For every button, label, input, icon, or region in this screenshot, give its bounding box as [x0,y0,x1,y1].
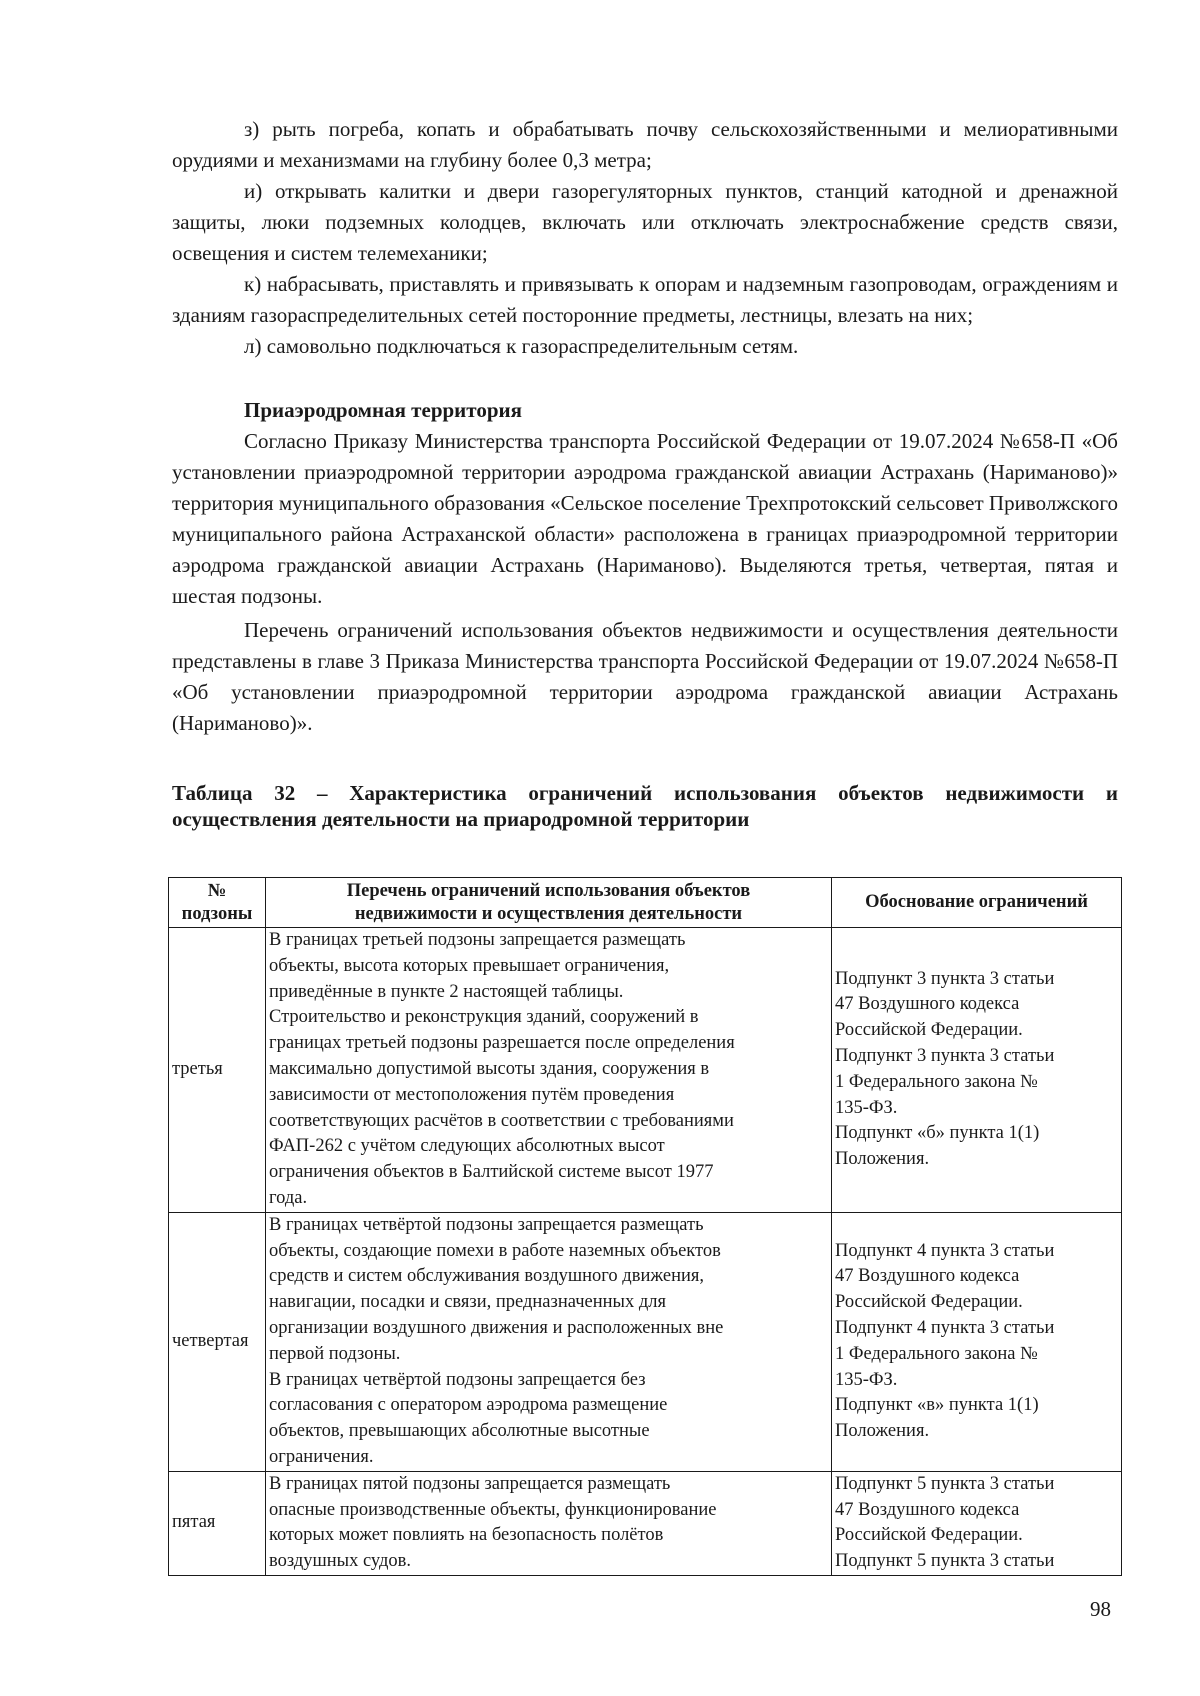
section-paragraph-1: Согласно Приказу Министерства транспорта Российской Федерации от 19.07.2024 №658-П «Об установлении приаэродромной территории аэродрома гражданской авиации Астрахань (Нариманово)» территория муниципального образования «Сельское поселение Трехпротокский сельсовет Приволжского муниципального района Астраханской области» расположена в границах приаэродромной территории аэродрома гражданской авиации Астрахань (Нариманово). Выделяются третья, четвертая, пятая и шестая подзоны. [172,429,1118,608]
header-restrictions: Перечень ограничений использования объектов недвижимости и осуществления деятельности [266,878,832,928]
table-row [169,928,1122,1213]
basis-line: Подпункт «в» пункта 1(1) [835,1395,1039,1416]
table-caption-line-2: осуществления деятельности на приародромной территории [172,807,750,831]
restriction-line: зависимости от местоположения путём проведения [269,1084,675,1105]
restriction-line: В границах третьей подзоны запрещается размещать [269,930,686,950]
zone-cell: пятая [169,1471,266,1575]
spacer [172,739,1118,780]
restriction-line: объекты, создающие помехи в работе наземных объектов [269,1240,721,1261]
zone-cell: третья [169,928,266,1213]
basis-line: Российской Федерации. [835,1020,1023,1041]
header-zone-number: № подзоны [169,878,266,928]
paragraph-k: к) набрасывать, приставлять и привязывать к опорам и надземным газопроводам, ограждениям и зданиям газораспределительных сетей посторонние предметы, лестницы, влезать на них; [172,272,1118,327]
restriction-line: приведённые в пункте 2 настоящей таблицы. [269,981,624,1002]
table-caption-line-1: Таблица 32 – Характеристика ограничений использования объектов недвижимости и [172,781,1118,805]
basis-line: Российской Федерации. [835,1292,1023,1313]
basis-line: Российской Федерации. [835,1525,1023,1546]
basis-cell [832,1471,1122,1575]
restriction-line: ограничения объектов в Балтийской системе высот 1977 [269,1162,714,1183]
basis-line: Положения. [835,1149,930,1170]
restriction-line: навигации, посадки и связи, предназначенных для [269,1292,666,1313]
basis-line: 135-ФЗ. [835,1097,898,1118]
restriction-line: ограничения. [269,1446,374,1467]
section-heading: Приаэродромная территория [244,398,522,422]
basis-line: Подпункт «б» пункта 1(1) [835,1123,1040,1144]
basis-line: Подпункт 5 пункта 3 статьи [835,1551,1055,1572]
paragraph-i: и) открывать калитки и двери газорегуляторных пунктов, станций катодной и дренажной защиты, люки подземных колодцев, включать или отключать электроснабжение средств связи, освещения и систем телемеханики; [172,179,1118,265]
section-paragraph-2: Перечень ограничений использования объектов недвижимости и осуществления деятельности представлены в главе 3 Приказа Министерства транспорта Российской Федерации от 19.07.2024 №658-П «Об установлении приаэродромной территории аэродрома гражданской авиации Астрахань (Нариманово)». [172,618,1118,735]
restriction-line: максимально допустимой высоты здания, сооружения в [269,1058,710,1079]
restriction-line: Строительство и реконструкция зданий, сооружений в [269,1007,699,1028]
header-basis: Обоснование ограничений [832,878,1122,928]
document-page [172,114,1118,832]
table-caption [172,780,1118,832]
restriction-line: ФАП-262 с учётом следующих абсолютных высот [269,1136,665,1157]
basis-line: Подпункт 3 пункта 3 статьи [835,1046,1055,1067]
basis-line: Положения. [835,1421,930,1442]
restriction-line: объекты, высота которых превышает ограничения, [269,955,670,976]
restriction-line: средств и систем обслуживания воздушного движения, [269,1266,705,1287]
restriction-line: воздушных судов. [269,1551,412,1572]
basis-line: Подпункт 4 пункта 3 статьи [835,1240,1055,1261]
basis-cell [832,1212,1122,1471]
basis-line: 1 Федерального закона № [835,1343,1038,1364]
basis-line: 135-ФЗ. [835,1369,898,1390]
paragraph-z: з) рыть погреба, копать и обрабатывать почву сельскохозяйственными и мелиоративными орудиями и механизмами на глубину более 0,3 метра; [172,117,1118,172]
paragraph-l: л) самовольно подключаться к газораспределительным сетям. [244,334,799,358]
restriction-line: года. [269,1187,308,1208]
basis-cell [832,928,1122,1213]
restrictions-cell [266,1212,832,1471]
restriction-line: согласования с оператором аэродрома размещение [269,1395,668,1416]
restrictions-cell [266,928,832,1213]
restriction-line: В границах пятой подзоны запрещается размещать [269,1473,671,1494]
restriction-line: первой подзоны. [269,1343,401,1364]
table-row [169,1471,1122,1575]
restrictions-table [168,877,1122,1576]
restriction-line: В границах четвёртой подзоны запрещается без [269,1369,646,1390]
table-header-row [169,878,1122,928]
basis-line: Подпункт 4 пункта 3 статьи [835,1317,1055,1338]
table-row [169,1212,1122,1471]
basis-line: 1 Федерального закона № [835,1071,1038,1092]
restriction-line: В границах четвёртой подзоны запрещается размещать [269,1214,704,1235]
restriction-line: организации воздушного движения и расположенных вне [269,1317,724,1338]
restriction-line: объектов, превышающих абсолютные высотные [269,1421,650,1442]
zone-cell: четвертая [169,1212,266,1471]
spacer [172,362,1118,395]
basis-line: 47 Воздушного кодекса [835,1266,1020,1287]
restriction-line: границах третьей подзоны разрешается после определения [269,1033,735,1054]
basis-line: Подпункт 5 пункта 3 статьи [835,1473,1055,1494]
basis-line: 47 Воздушного кодекса [835,994,1020,1015]
restriction-line: которых может повлиять на безопасность полётов [269,1525,664,1546]
basis-line: Подпункт 3 пункта 3 статьи [835,968,1055,989]
restriction-line: опасные производственные объекты, функционирование [269,1499,717,1520]
page-number: 98 [1090,1597,1111,1621]
basis-line: 47 Воздушного кодекса [835,1499,1020,1520]
restrictions-cell [266,1471,832,1575]
restriction-line: соответствующих расчётов в соответствии с требованиями [269,1110,734,1131]
